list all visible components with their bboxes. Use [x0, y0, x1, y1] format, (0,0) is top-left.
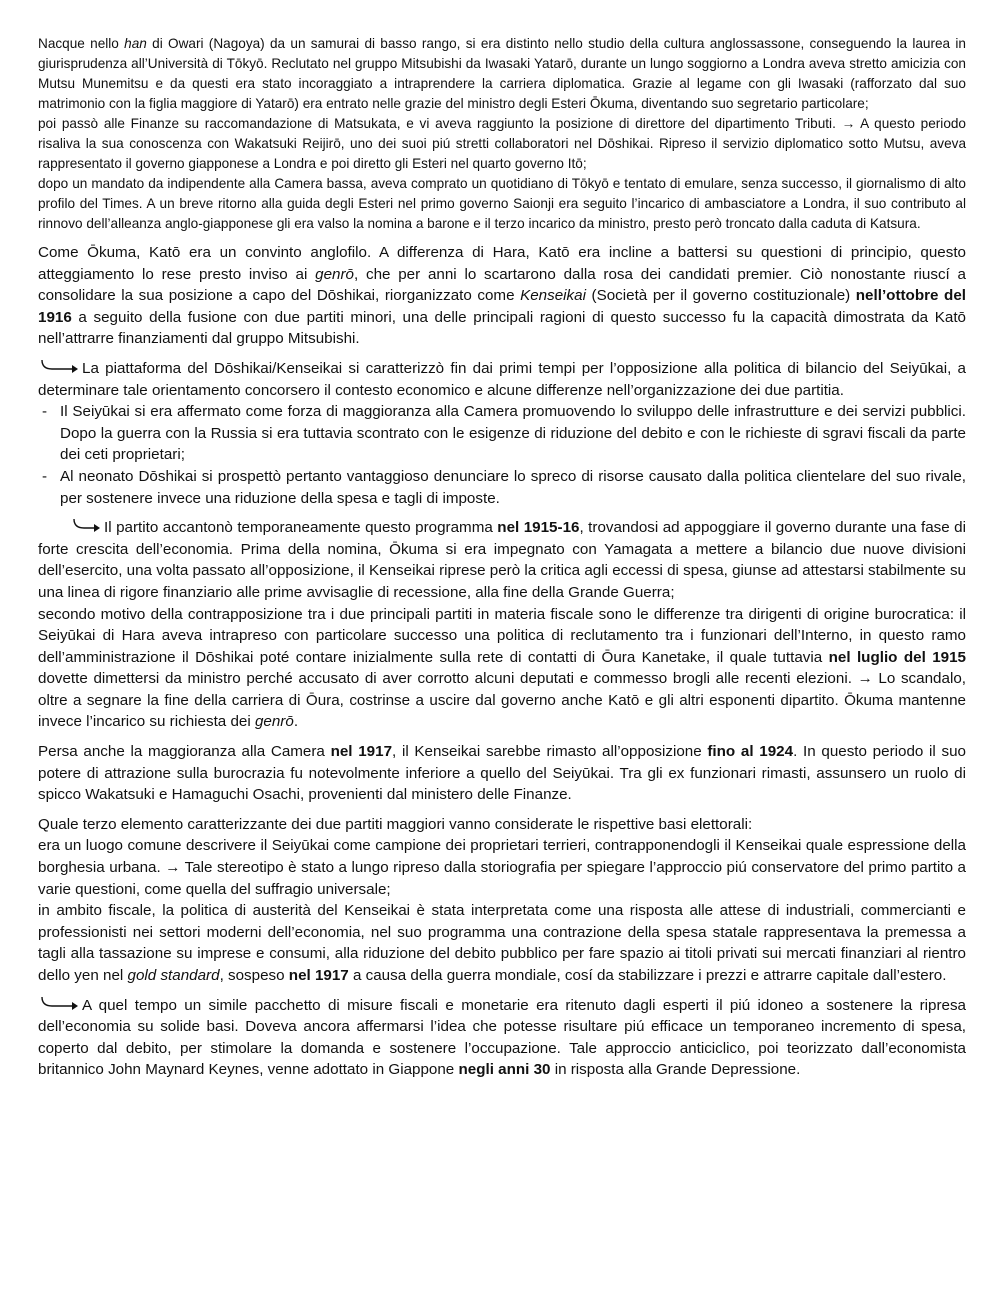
bold-date: nell’ottobre del 1916 [38, 287, 966, 326]
text-span: dovette dimettersi da ministro perché accusato di aver corrotto alcuni deputati e commesso brogli alle recenti elezioni. [38, 670, 858, 688]
bold-date: fino al 1924 [707, 743, 794, 761]
text-span: Tale stereotipo è stato a lungo ripreso dalla storiografia per spiegare l’approccio piú conservatore del primo partito a varie questioni, come quella del suffragio universale; [38, 859, 966, 898]
curved-arrow-icon [38, 997, 82, 1011]
italic-term: gold standard [127, 967, 220, 984]
text-span: a seguito della fusione con due partiti minori, una delle principali ragioni di questo successo fu la capacità dimostrata da Katō nell’attrarre finanziamenti dal gruppo Mitsubishi. [38, 308, 966, 348]
text-span: Nacque nello [38, 36, 125, 51]
text-span: La piattaforma del Dōshikai/Kenseikai si caratterizzò fin dai primi tempi per l’opposizione alla politica di bilancio del Seiyūkai, a determinare tale orientamento concorsero il contesto economico e alcune differenze nell’organizzazione dei due partitia. [38, 359, 966, 399]
paragraph-kato-anglophile [38, 242, 966, 350]
text-span: , che per anni lo scartarono dalla rosa dei candidati premier. Ciò nonostante riuscí a consolidare la sua posizione a capo del Dōshikai, riorganizzato come [38, 265, 966, 305]
list-item [38, 401, 966, 466]
paragraph-program [38, 517, 966, 603]
text-span: secondo motivo della contrapposizione tra i due principali partiti in materia fiscale sono le differenze tra dirigenti di origine burocratica: il Seiyūkai di Hara aveva intrapreso con particolare successo una politica di reclutamento tra i funzionari dell’Interno, in questo ramo dell’amministrazione il Dōshikai poté contare inizialmente sulla rete di contatti di Ōura Kanetake, il quale tuttavia [38, 605, 966, 666]
text-span: poi passò alle Finanze su raccomandazione di Matsukata, e vi aveva raggiunto la posizione di direttore del dipartimento Tributi. [38, 116, 842, 131]
paragraph-opposition [38, 741, 966, 806]
paragraph-kato-london: dopo un mandato da indipendente alla Camera bassa, aveva comprato un quotidiano di Tōkyō e tentato di emulare, senza successo, il giornalismo di alto profilo del Times. A un breve ritorno alla guida degli Esteri nel primo governo Saionji era seguito l’incarico di ambasciatore a Londra, il suo contributo al rinnovo dell’alleanza anglo-giapponese gli era valso la nomina a barone e il terzo incarico da ministro, presto però troncato dalla caduta di Katsura. [38, 176, 966, 231]
bold-date: nel luglio del 1915 [828, 648, 966, 666]
spacer [38, 806, 966, 814]
text-span: A questo periodo risaliva la sua conoscenza con Wakatsuki Reijirō, uno dei suoi piú stretti collaboratori nel Dōshikai. Ripreso il servizio diplomatico sotto Mutsu, aveva rappresentato il governo giapponese a Londra e poi diretto gli Esteri nel quarto governo Itō; [38, 116, 966, 171]
text-span: Il partito accantonò temporaneamente questo programma [104, 519, 498, 537]
document-page [38, 34, 966, 1081]
bold-date: negli anni 30 [458, 1061, 551, 1079]
spacer [38, 987, 966, 995]
arrow-icon: → [857, 670, 873, 688]
text-span: a causa della guerra mondiale, cosí da stabilizzare i prezzi e attrarre capitale dall’estero. [348, 967, 947, 984]
curved-arrow-icon [38, 360, 82, 374]
arrow-icon: → [841, 116, 856, 131]
bold-date: nel 1917 [330, 743, 393, 761]
italic-term: Kenseikai [520, 287, 586, 305]
spacer [38, 350, 966, 358]
italic-term: genrō [315, 265, 354, 283]
text-span: in ambito fiscale, la politica di austerità del Kenseikai è stata interpretata come una risposta alle attese di industriali, commercianti e professionisti nei settori moderni dell’economia, nel suo programma una contrazione della spesa statale rappresentava la premessa a tagli alla tassazione su imprese e consumi, alla riduzione del debito pubblico per fare spazio ai titoli privati sui mercati finanziari al rientro dello yen nel [38, 902, 966, 984]
text-span: Lo scandalo, oltre a segnare la fine della carriera di Ōura, costrinse a uscire dal governo anche Katō e gli altri esponenti dipartito. Ōkuma mantenne invece l’incarico su richiesta dei [38, 670, 966, 731]
text-span: Il Seiyūkai si era affermato come forza di maggioranza alla Camera promuovendo lo sviluppo delle infrastrutture e dei servizi pubblici. Dopo la guerra con la Russia si era tuttavia scontrato con le esigenze di riduzione del debito e con le richieste di sgravi fiscali da parte dei ceti proprietari; [60, 403, 966, 464]
paragraph-keynes [38, 995, 966, 1081]
text-span: . In questo periodo il suo potere di attrazione sulla burocrazia fu notevolmente inferiore a quello del Seiyūkai. Tra gli ex funzionari rimasti, assunsero un ruolo di spicco Wakatsuki e Hamaguchi Osachi, provenienti dal ministero delle Finanze. [38, 743, 966, 804]
spacer [38, 733, 966, 741]
text-span: (Società per il governo costituzionale) [585, 287, 856, 305]
arrow-icon: → [165, 859, 181, 877]
dash-list [38, 401, 966, 509]
paragraph-bureaucracy [38, 604, 966, 734]
paragraph-kato-early-life [38, 34, 966, 114]
spacer [38, 509, 966, 517]
text-span: , sospeso [219, 967, 289, 984]
text-span: in risposta alla Grande Depressione. [550, 1061, 801, 1079]
text-span: , il Kenseikai sarebbe rimasto all’opposizione [392, 743, 708, 761]
text-span: di Owari (Nagoya) da un samurai di basso rango, si era distinto nello studio della cultura anglossassone, conseguendo la laurea in giurisprudenza all’Università di Tōkyō. Reclutato nel gruppo Mitsubishi da Iwasaki Yatarō, durante un lungo soggiorno a Londra aveva stretto amicizia con Mutsu Munemitsu e da questi era stato incoraggiato a intraprendere la carriera diplomatica. Grazie al legame con gli Iwasaki (rafforzato dal suo matrimonio con la figlia maggiore di Yatarō) era entrato nelle grazie del ministro degli Esteri Ōkuma, diventando suo segretario particolare; [38, 36, 966, 111]
text-span: , trovandosi ad appoggiare il governo durante una fase di forte crescita dell’economia. Prima della nomina, Ōkuma si era impegnato con Yamagata a mettere a bilancio due nuove divisioni dell’esercito, una volta passato all’opposizione, il Kenseikai riprese però la critica agli eccessi di spesa, giunse ad attestarsi stabilmente su una linea di rigore finanziario alle prime avvisaglie di recessione, alla fine della Grande Guerra; [38, 519, 966, 601]
spacer [38, 234, 966, 242]
italic-term: han [124, 36, 147, 51]
text-span: A quel tempo un simile pacchetto di misure fiscali e monetarie era ritenuto dagli esperti il piú idoneo a sostenere la ripresa dell’economia su solide basi. Doveva ancora affermarsi l’idea che potesse risultare piú efficace un temporaneo incremento di spesa, coperto dal debito, per stimolare la domanda e sostenere l’occupazione. Tale approccio anticiclico, poi teorizzato dall’economista britannico John Maynard Keynes, venne adottato in Giappone [38, 996, 966, 1079]
paragraph-kato-finance [38, 114, 966, 174]
text-span: Persa anche la maggioranza alla Camera [38, 743, 331, 761]
list-item [38, 466, 966, 509]
paragraph-electoral-bases: Quale terzo elemento caratterizzante dei due partiti maggiori vanno considerate le rispettive basi elettorali: [38, 815, 753, 833]
dash-bullet: - [42, 467, 48, 485]
italic-term: genrō [254, 713, 294, 731]
dash-bullet: - [42, 403, 48, 421]
paragraph-stereotype [38, 835, 966, 900]
bold-date: nel 1915-16 [497, 519, 580, 537]
text-span: era un luogo comune descrivere il Seiyūkai come campione dei proprietari terrieri, contrapponendogli il Kenseikai quale espressione della borghesia urbana. [38, 837, 966, 877]
text-span: Come Ōkuma, Katō era un convinto anglofilo. A differenza di Hara, Katō era incline a battersi su questioni di principio, questo atteggiamento lo rese presto inviso ai [38, 244, 966, 283]
paragraph-austerity [38, 900, 966, 986]
text-span: . [293, 713, 299, 731]
curved-arrow-icon [38, 519, 104, 533]
paragraph-platform [38, 358, 966, 401]
bold-date: nel 1917 [288, 967, 349, 984]
text-span: Al neonato Dōshikai si prospettò pertanto vantaggioso denunciare lo spreco di risorse causato dalla politica clientelare del suo rivale, per sostenere invece una riduzione della spesa e tagli di imposte. [60, 467, 966, 507]
